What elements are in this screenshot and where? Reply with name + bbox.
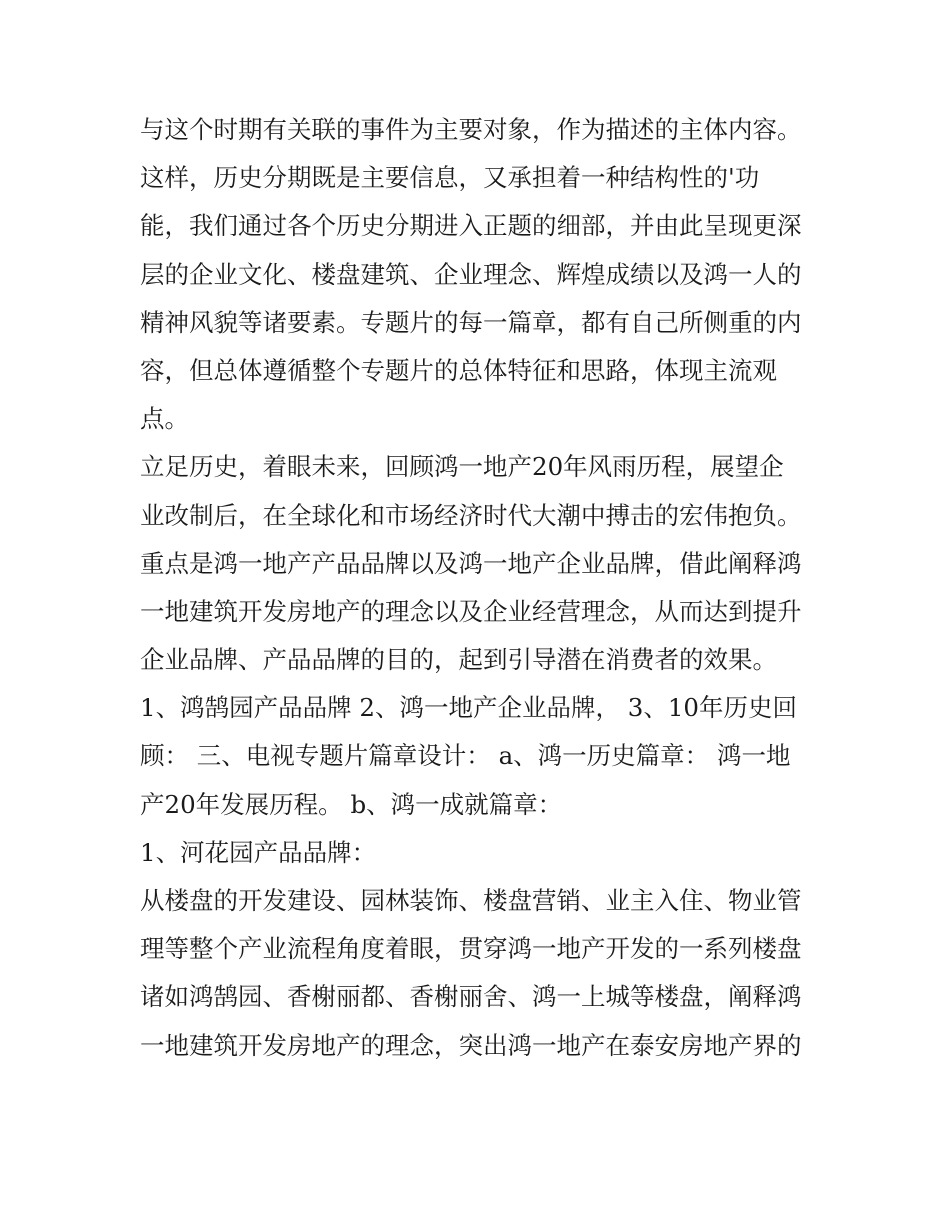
text-line: 1、鸿鹄园产品品牌 2、鸿一地产企业品牌， 3、10年历史回 <box>140 693 798 723</box>
text-line: 层的企业文化、楼盘建筑、企业理念、辉煌成绩以及鸿一人的 <box>140 259 802 289</box>
text-line: 能，我们通过各个历史分期进入正题的细部，并由此呈现更深 <box>140 211 802 241</box>
text-line: 与这个时期有关联的事件为主要对象，作为描述的主体内容。 <box>140 115 802 144</box>
text-line: 企业品牌、产品品牌的目的，起到引导潜在消费者的效果。 <box>140 645 777 675</box>
text-line: 一地建筑开发房地产的理念，突出鸿一地产在泰安房地产界的 <box>140 1030 802 1060</box>
body-text <box>140 106 820 1070</box>
text-line: 1、河花园产品品牌： <box>140 837 377 867</box>
text-line: 产20年发展历程。 b、鸿一成就篇章： <box>140 789 563 819</box>
text-line: 精神风貌等诸要素。专题片的每一篇章，都有自己所侧重的内 <box>140 307 802 337</box>
text-line: 这样，历史分期既是主要信息，又承担着一种结构性的'功 <box>140 163 760 193</box>
text-line: 一地建筑开发房地产的理念以及企业经营理念，从而达到提升 <box>140 596 802 626</box>
text-line: 点。 <box>140 404 189 434</box>
text-line: 重点是鸿一地产产品品牌以及鸿一地产企业品牌，借此阐释鸿 <box>140 548 802 578</box>
text-line: 从楼盘的开发建设、园林装饰、楼盘营销、业主入住、物业管 <box>140 886 802 915</box>
text-line: 业改制后，在全球化和市场经济时代大潮中搏击的宏伟抱负。 <box>140 500 802 530</box>
text-line: 立足历史，着眼未来，回顾鸿一地产20年风雨历程，展望企 <box>140 452 784 482</box>
text-line: 诸如鸿鹄园、香榭丽都、香榭丽舍、鸿一上城等楼盘，阐释鸿 <box>140 982 802 1012</box>
text-line: 顾： 三、电视专题片篇章设计： a、鸿一历史篇章： 鸿一地 <box>140 741 791 771</box>
text-line: 容，但总体遵循整个专题片的总体特征和思路，体现主流观 <box>140 355 777 385</box>
text-line: 理等整个产业流程角度着眼，贯穿鸿一地产开发的一系列楼盘 <box>140 934 802 964</box>
